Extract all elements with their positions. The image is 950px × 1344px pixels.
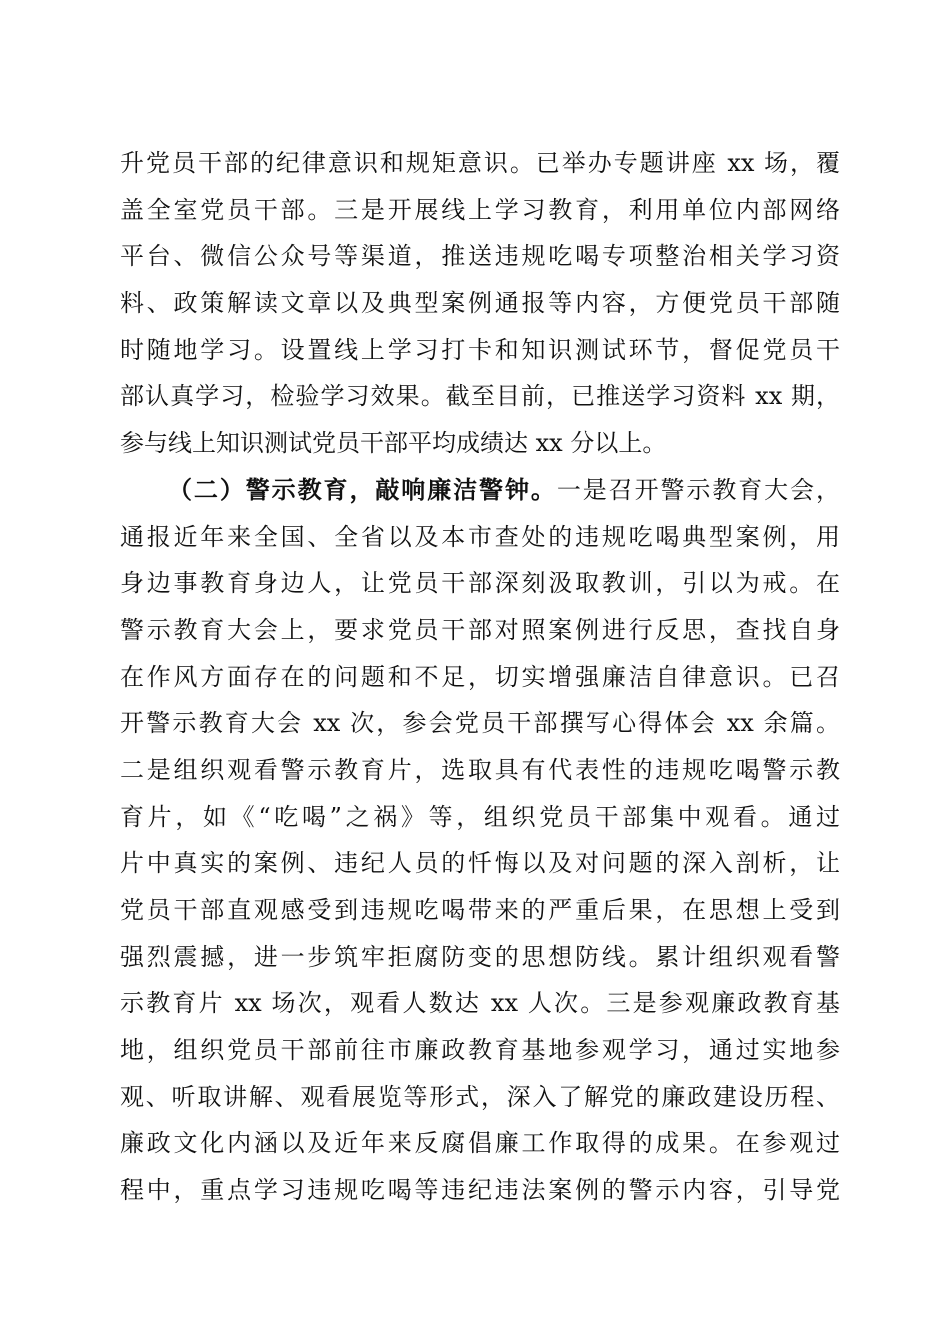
paragraph-study-education: [120, 140, 840, 467]
text-line: 观、听取讲解、观看展览等形式，深入了解党的廉政建设历程、: [120, 1082, 840, 1111]
text-line: 育片，如《“吃喝”之祸》等，组织党员干部集中观看。通过: [120, 802, 840, 831]
text-line: 料、政策解读文章以及典型案例通报等内容，方便党员干部随: [120, 289, 840, 318]
text-line: [120, 467, 840, 514]
text-line: 部认真学习，检验学习效果。截至目前，已推送学习资料 xx 期，: [120, 382, 840, 411]
text-line: 身边事教育身边人，让党员干部深刻汲取教训，引以为戒。在: [120, 569, 840, 598]
section-heading: （二）警示教育，敲响廉洁警钟。: [168, 475, 557, 504]
text-line: 程中，重点学习违规吃喝等违纪违法案例的警示内容，引导党: [120, 1176, 840, 1205]
text-line: 升党员干部的纪律意识和规矩意识。已举办专题讲座 xx 场，覆: [120, 149, 840, 177]
text-line: 示教育片 xx 场次，观看人数达 xx 人次。三是参观廉政教育基: [120, 989, 840, 1018]
text-line: 盖全室党员干部。三是开展线上学习教育，利用单位内部网络: [120, 195, 840, 224]
document-body: [120, 140, 840, 1214]
text-line: 二是组织观看警示教育片，选取具有代表性的违规吃喝警示教: [120, 755, 840, 784]
text-line: 时随地学习。设置线上学习打卡和知识测试环节，督促党员干: [120, 335, 840, 364]
text-line: 参与线上知识测试党员干部平均成绩达 xx 分以上。: [120, 429, 667, 458]
text-run: 一是召开警示教育大会，: [556, 475, 841, 504]
text-line: 开警示教育大会 xx 次，参会党员干部撰写心得体会 xx 余篇。: [120, 709, 840, 738]
text-line: 地，组织党员干部前往市廉政教育基地参观学习，通过实地参: [120, 1036, 840, 1065]
text-line: 强烈震撼，进一步筑牢拒腐防变的思想防线。累计组织观看警: [120, 942, 840, 971]
text-line: 在作风方面存在的问题和不足，切实增强廉洁自律意识。已召: [120, 662, 840, 691]
text-line: 通报近年来全国、全省以及本市查处的违规吃喝典型案例，用: [120, 522, 840, 551]
text-line: 警示教育大会上，要求党员干部对照案例进行反思，查找自身: [120, 615, 840, 644]
paragraph-warning-education: [120, 467, 840, 1214]
text-line: 廉政文化内涵以及近年来反腐倡廉工作取得的成果。在参观过: [120, 1129, 840, 1158]
text-line: 党员干部直观感受到违规吃喝带来的严重后果，在思想上受到: [120, 896, 840, 924]
text-line: 平台、微信公众号等渠道，推送违规吃喝专项整治相关学习资: [120, 242, 840, 271]
text-line: 片中真实的案例、违纪人员的忏悔以及对问题的深入剖析，让: [120, 849, 840, 878]
